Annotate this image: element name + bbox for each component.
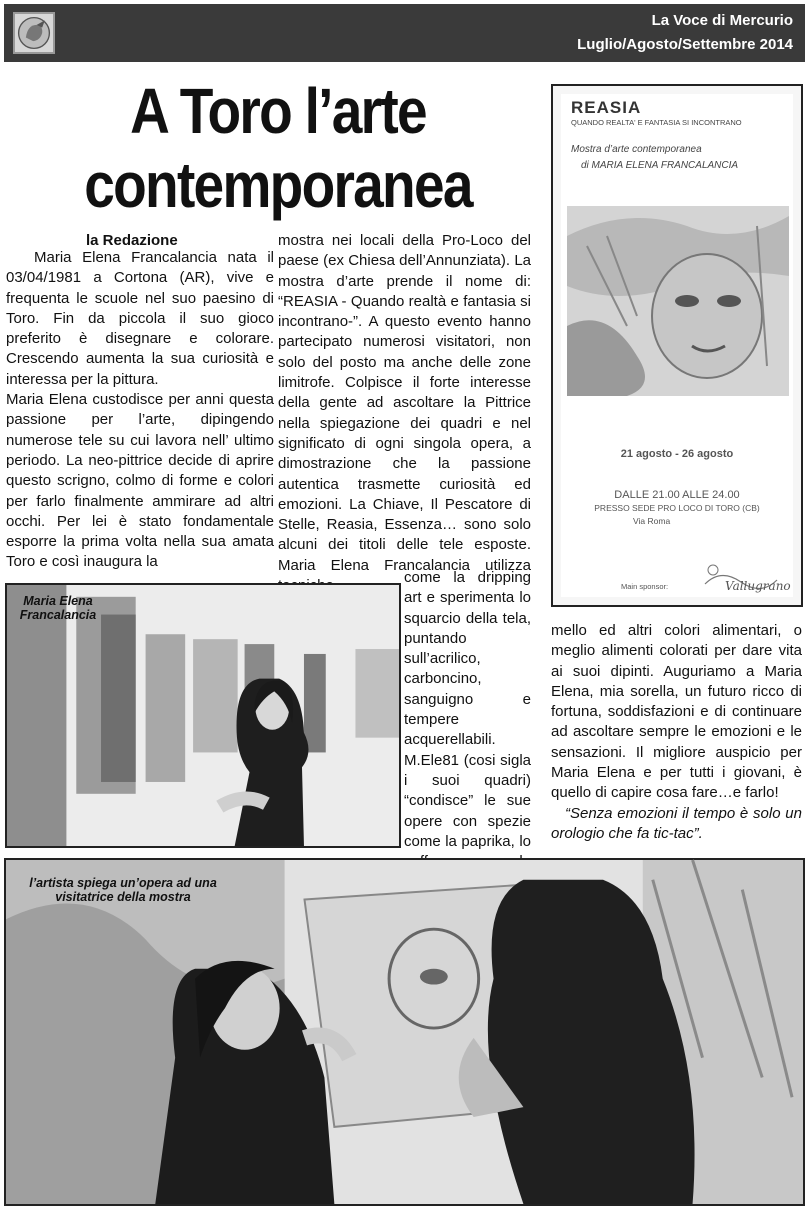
article-title [51,74,505,222]
paragraph: Maria Elena Francalancia nata il 03/04/1981 a Cortona (AR), vive e frequenta le scuole nel suo paesino di Toro. Fin da piccola il suo gioco preferito è disegnare e colorare. Crescendo aumenta la sua curiosità e interessa per la pittura. [6,249,274,388]
title-line-1: A Toro l’arte [130,75,426,147]
poster-painting [567,206,789,396]
exhibition-poster [551,84,803,607]
poster-show: Mostra d’arte contemporanea [571,144,702,155]
paragraph: mello ed altri colori alimentari, o meglio alimenti colorati per dare vita ai suoi dipinti. Auguriamo a Maria Elena, mia sorella, un futuro ricco di fortuna, soddisfazioni e di continuare ad ascoltare sempre le emozioni e le sensazioni. Il migliore auspicio per Maria Elena e per tutti i giovani, è quello di capire cosa fare…e farlo! [551,622,802,802]
sponsor-name: Vallugrano [725,579,791,593]
poster-hours: DALLE 21.00 ALLE 24.00 [614,489,740,501]
poster-artist: di MARIA ELENA FRANCALANCIA [581,160,739,171]
exhibition-photo [4,858,805,1206]
poster-sponsor-label: Main sponsor: [621,582,669,591]
artist-photo [5,583,401,848]
title-line-2: contemporanea [84,149,472,221]
byline: la Redazione [86,232,178,249]
article-column-3 [404,568,531,893]
paragraph: mostra nei locali della Pro-Loco del paese (ex Chiesa dell’Annunziata). La mostra d’arte prende il nome di: “REASIA - Quando realtà e fantasia si incontrano-”. A questo evento hanno partecipato numerosi visitatori, non solo del posto ma anche delle zone limitrofe. Colpisce il forte interesse della gente ad ascoltare la Pittrice nella spiegazione dei quadri e nel significato di ogni singola opera, a dimostrazione che la passione autentica trasmette curiosità ed emozioni. La Chiave, Il Pescatore di Stelle, Reasia, Essenza… sono solo alcuni dei titoli delle tele esposte. Maria Elena Francalancia utilizza [278,232,531,574]
poster-title: REASIA [571,98,642,117]
article-column-1 [6,248,274,573]
closing-quote: “Senza emozioni il tempo è solo un orologio che fa tic-tac”. [551,804,802,842]
issue-date: Luglio/Agosto/Settembre 2014 [577,36,793,53]
poster-subtitle: QUANDO REALTA' E FANTASIA SI INCONTRANO [571,118,742,127]
poster-dates: 21 agosto - 26 agosto [620,448,734,460]
poster-place: PRESSO SEDE PRO LOCO DI TORO (CB) [594,503,760,513]
paragraph: come la dripping art e sperimenta lo squarcio della tela, puntando sull’acrilico, carboncino, sanguigno e tempere acquerellabili. M.Ele81 (cosi sigla i suoi quadri) “condisce” le sue opere con spezie come la paprika, lo [404,569,531,850]
masthead-bar [4,4,805,62]
photo-caption-visit: l’artista spiega un’opera ad una visitatrice della mostra [29,876,217,904]
sponsor-logo [701,562,791,596]
article-column-4 [551,621,802,844]
photo-caption-artist: Maria Elena Francalancia [19,594,97,622]
mercury-head-logo-icon [13,12,55,54]
poster-street: Via Roma [633,516,671,526]
paragraph: Maria Elena custodisce per anni questa passione per l’arte, dipingendo numerose tele su cui lavora nell’ ultimo periodo. La neo-pittrice decide di aprire questo scrigno, colmo di forme e colori per farlo finalmente ammirare ad altri occhi. Per lei è stato fondamentale esporre la prima volta nella sua amata Toro e così inaugura la [6,391,274,571]
publication-name: La Voce di Mercurio [651,12,793,29]
article-column-2 [278,231,531,596]
